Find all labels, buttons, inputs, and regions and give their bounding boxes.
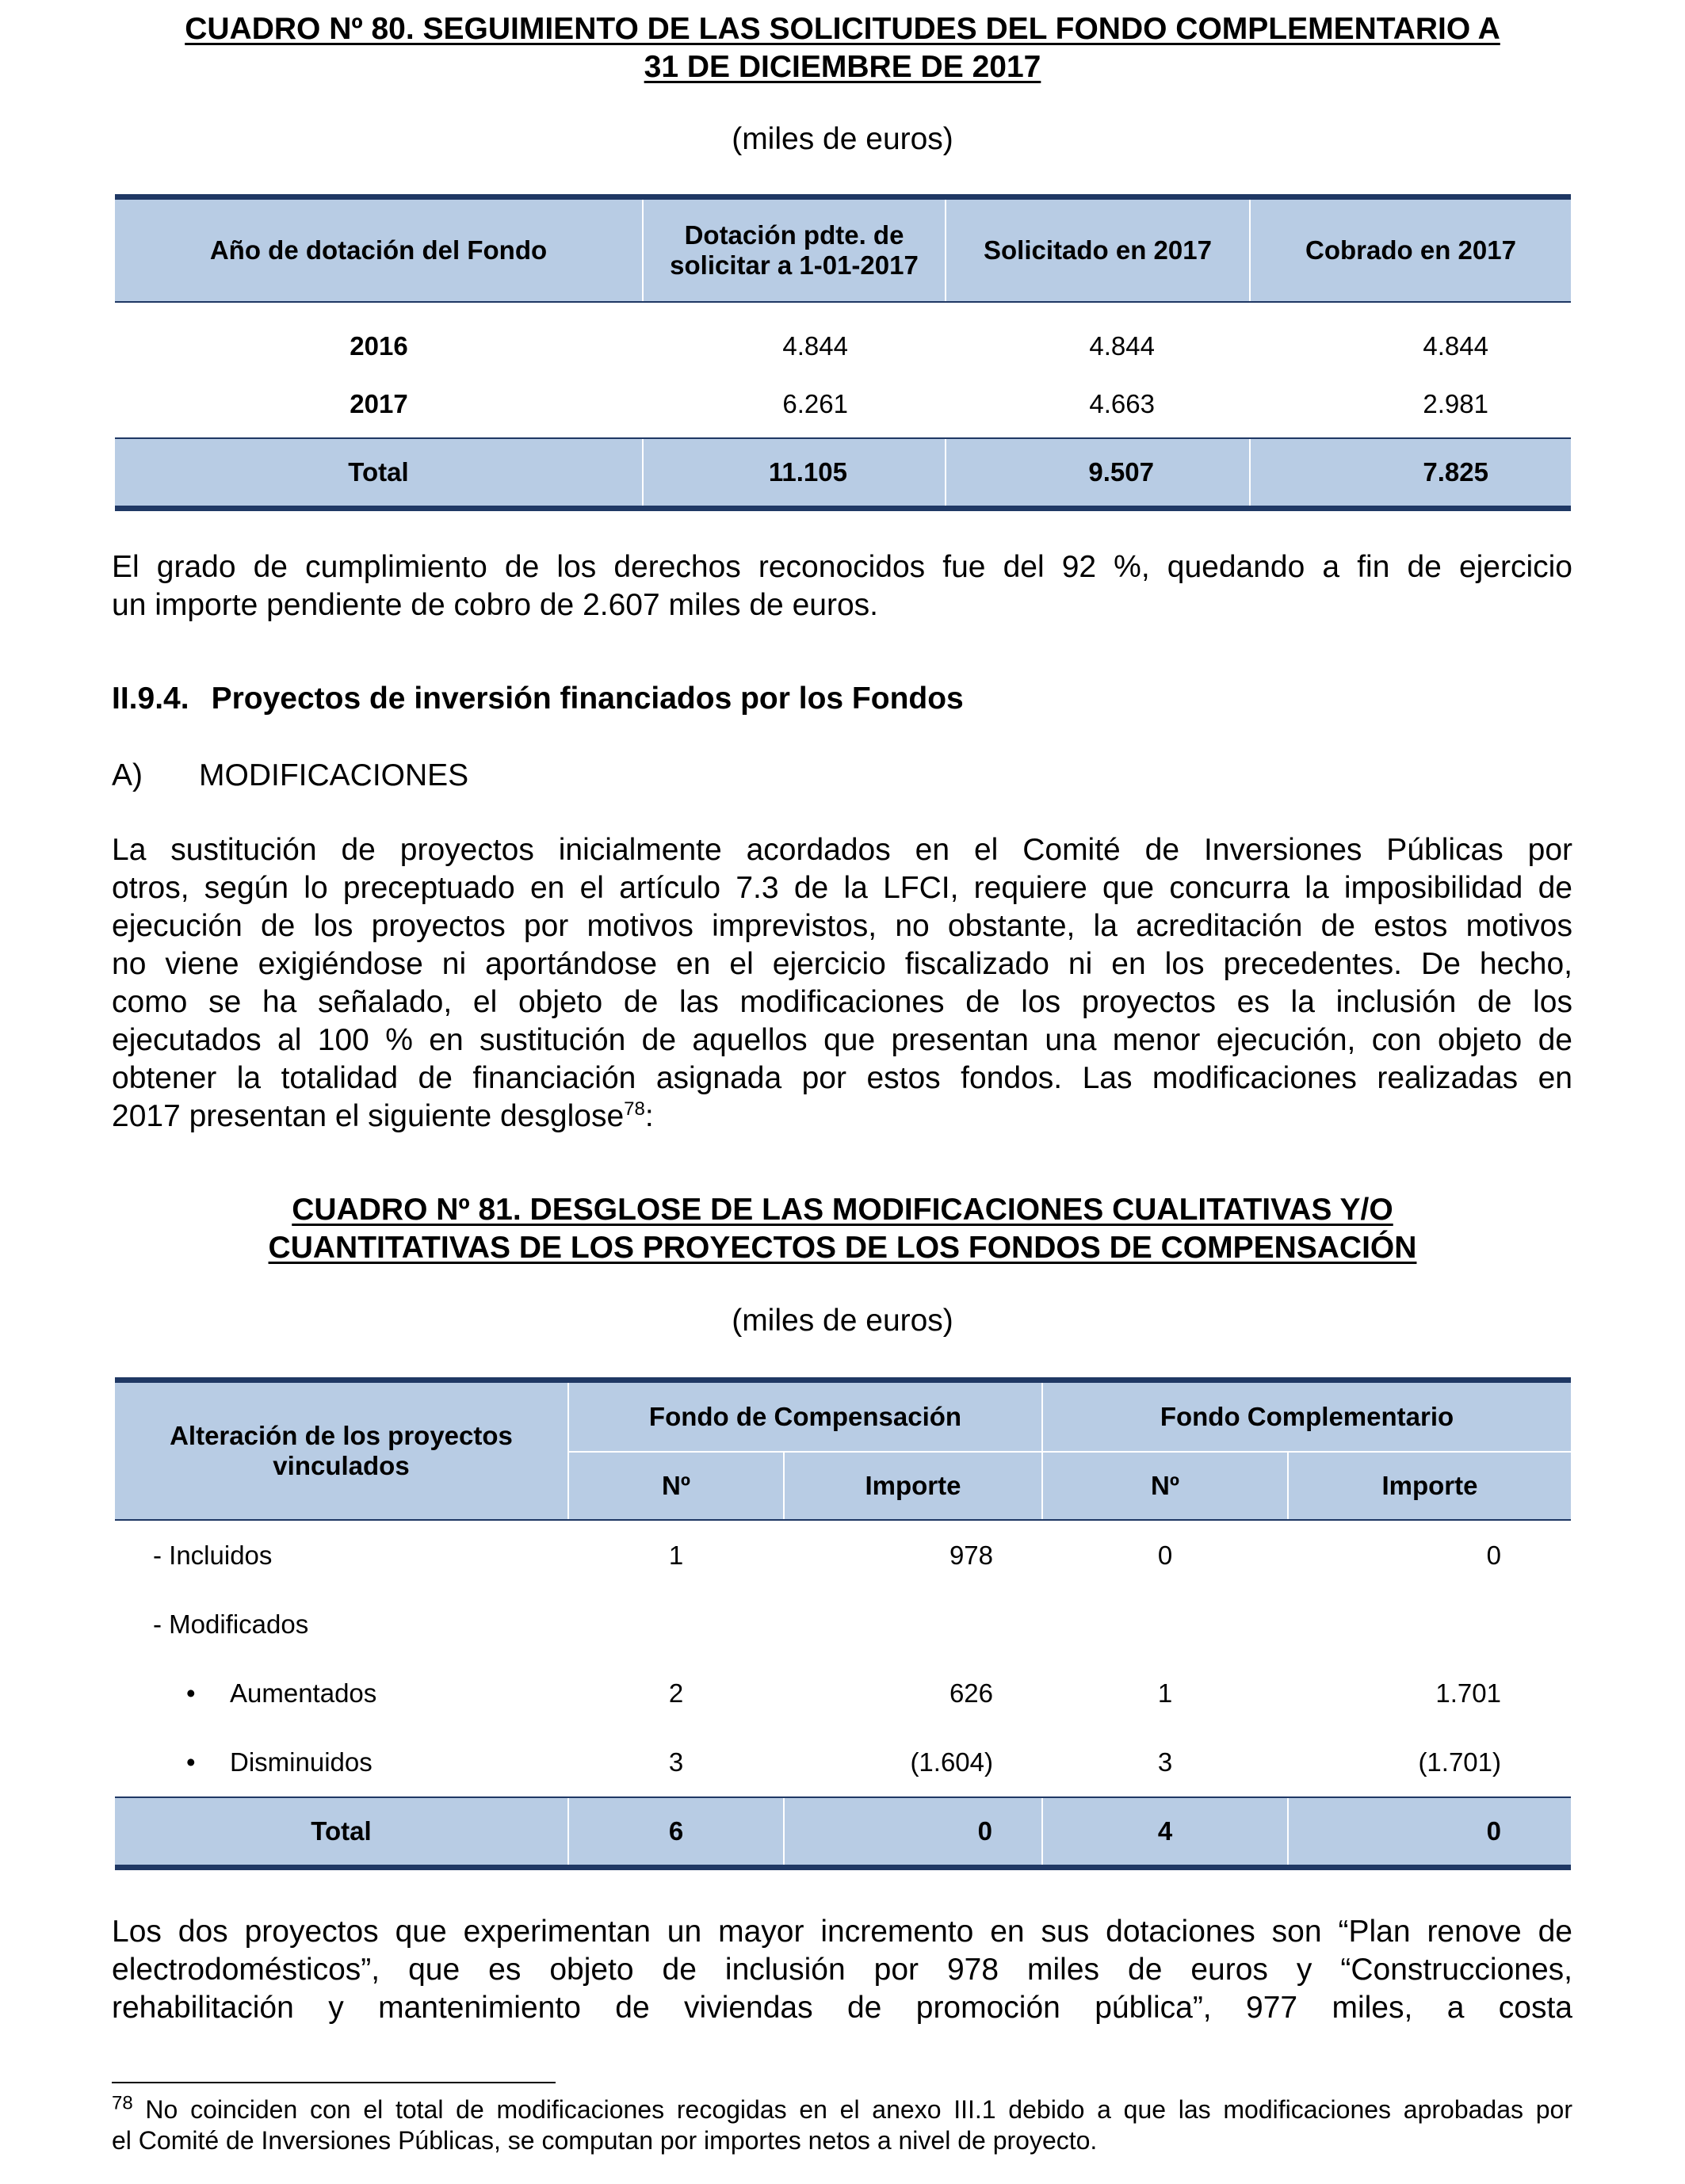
row-fco-n bbox=[1042, 1590, 1288, 1659]
row-fco-importe: 1.701 bbox=[1435, 1678, 1501, 1708]
footnote-separator bbox=[112, 2082, 556, 2083]
paragraph-line: ejecución de los proyectos por motivos imprevistos, no obstante, la acreditación de estos motivos bbox=[112, 909, 1572, 943]
header-fondo-compensacion: Fondo de Compensación bbox=[568, 1383, 1042, 1451]
header-dotacion-line-2: solicitar a 1-01-2017 bbox=[670, 250, 919, 280]
header-solicitado: Solicitado en 2017 bbox=[946, 200, 1250, 301]
row-solicitado: 4.663 bbox=[1089, 389, 1155, 418]
footnote bbox=[112, 2094, 1572, 2156]
row-year: 2017 bbox=[350, 389, 408, 418]
header-fco-n: Nº bbox=[1042, 1453, 1288, 1519]
row-fc-n bbox=[568, 1590, 784, 1659]
section-title: Proyectos de inversión financiados por los Fondos bbox=[211, 682, 964, 716]
header-alteracion-line-2: vinculados bbox=[273, 1451, 410, 1480]
row-fco-importe: 0 bbox=[1486, 1541, 1501, 1570]
paragraph-proyectos bbox=[112, 1913, 1572, 2027]
row-fco-importe bbox=[1288, 1590, 1571, 1659]
row-fco-importe: (1.701) bbox=[1418, 1747, 1501, 1777]
paragraph-cumplimiento bbox=[112, 548, 1572, 624]
cuadro-81-title-line-2: CUANTITATIVAS DE LOS PROYECTOS DE LOS FONDOS DE COMPENSACIÓN bbox=[268, 1231, 1417, 1265]
cuadro-81-units: (miles de euros) bbox=[732, 1304, 953, 1338]
cuadro-81-header-row-1 bbox=[115, 1383, 1571, 1451]
header-dotacion-line-1: Dotación pdte. de bbox=[684, 220, 904, 250]
paragraph-line: no viene exigiéndose ni aportándose en el ejercicio fiscalizado ni en los precedentes. De hecho, bbox=[112, 947, 1572, 981]
bullet-icon: • bbox=[186, 1678, 196, 1708]
paragraph-text: : bbox=[644, 1099, 654, 1133]
total-label: Total bbox=[115, 439, 643, 506]
row-fc-importe bbox=[784, 1590, 1042, 1659]
footnote-line bbox=[112, 2094, 1572, 2125]
table-row bbox=[115, 1728, 1571, 1796]
table-row bbox=[115, 303, 1571, 371]
row-label-text: Aumentados bbox=[230, 1678, 377, 1708]
total-label: Total bbox=[115, 1798, 568, 1865]
paragraph-line bbox=[112, 1098, 1572, 1136]
total-row bbox=[115, 439, 1571, 506]
row-cobrado: 2.981 bbox=[1423, 389, 1488, 418]
footnote-reference: 78 bbox=[624, 1098, 645, 1120]
subsection-letter: A) bbox=[112, 758, 143, 792]
footnote-number: 78 bbox=[112, 2092, 133, 2114]
row-fc-importe: 978 bbox=[949, 1541, 993, 1570]
header-year: Año de dotación del Fondo bbox=[115, 200, 643, 301]
header-cobrado: Cobrado en 2017 bbox=[1250, 200, 1571, 301]
row-dotacion: 4.844 bbox=[782, 331, 848, 361]
row-label bbox=[115, 1521, 568, 1590]
header-fc-n: Nº bbox=[568, 1453, 784, 1519]
bullet-icon: • bbox=[186, 1747, 196, 1777]
paragraph-line: otros, según lo preceptuado en el artículo 7.3 de la LFCI, requiere que concurra la imposibilidad de bbox=[112, 871, 1572, 905]
paragraph-modificaciones bbox=[112, 831, 1572, 1136]
paragraph-line: un importe pendiente de cobro de 2.607 miles de euros. bbox=[112, 588, 878, 622]
row-fco-n: 3 bbox=[1157, 1747, 1173, 1777]
table-row bbox=[115, 1590, 1571, 1659]
subsection-title: MODIFICACIONES bbox=[199, 758, 469, 792]
row-label bbox=[115, 1728, 568, 1796]
header-fc-importe: Importe bbox=[784, 1453, 1042, 1519]
header-fco-importe: Importe bbox=[1288, 1453, 1571, 1519]
row-label-text: Disminuidos bbox=[230, 1747, 373, 1777]
total-row bbox=[115, 1798, 1571, 1865]
footnote-text: No coinciden con el total de modificaciones recogidas en el anexo III.1 debido a que las modificaciones aprobadas por bbox=[132, 2095, 1572, 2124]
cuadro-80-title-line-1: CUADRO Nº 80. SEGUIMIENTO DE LAS SOLICITUDES DEL FONDO COMPLEMENTARIO A bbox=[185, 12, 1500, 46]
paragraph-line: Los dos proyectos que experimentan un mayor incremento en sus dotaciones son “Plan renove de bbox=[112, 1915, 1572, 1949]
total-solicitado: 9.507 bbox=[946, 439, 1250, 506]
row-label-text: - Modificados bbox=[153, 1609, 309, 1639]
footnote-line: el Comité de Inversiones Públicas, se computan por importes netos a nivel de proyecto. bbox=[112, 2126, 1098, 2155]
cuadro-80-title bbox=[111, 10, 1574, 86]
table-row bbox=[115, 1659, 1571, 1728]
total-fco-importe: 0 bbox=[1288, 1798, 1571, 1865]
row-fc-importe: 626 bbox=[949, 1678, 993, 1708]
total-dotacion: 11.105 bbox=[643, 439, 946, 506]
paragraph-line: ejecutados al 100 % en sustitución de aquellos que presentan una menor ejecución, con objeto de bbox=[112, 1023, 1572, 1057]
row-fco-n: 0 bbox=[1157, 1541, 1173, 1570]
table-row bbox=[115, 371, 1571, 437]
row-fc-importe: (1.604) bbox=[910, 1747, 993, 1777]
table-row bbox=[115, 1521, 1571, 1590]
row-fco-n: 1 bbox=[1157, 1678, 1173, 1708]
header-dotacion bbox=[643, 200, 946, 301]
cuadro-81-title bbox=[111, 1191, 1574, 1267]
paragraph-line: electrodomésticos”, que es objeto de inclusión por 978 miles de euros y “Construcciones, bbox=[112, 1953, 1572, 1987]
paragraph-text: 2017 presentan el siguiente desglose bbox=[112, 1099, 625, 1133]
paragraph-line: La sustitución de proyectos inicialmente acordados en el Comité de Inversiones Públicas por bbox=[112, 833, 1572, 867]
cuadro-81-table bbox=[115, 1377, 1571, 1870]
row-dotacion: 6.261 bbox=[782, 389, 848, 418]
row-cobrado: 4.844 bbox=[1423, 331, 1488, 361]
total-fc-n: 6 bbox=[568, 1798, 784, 1865]
total-fc-importe: 0 bbox=[784, 1798, 1042, 1865]
total-cobrado: 7.825 bbox=[1250, 439, 1571, 506]
paragraph-line: obtener la totalidad de financiación asignada por estos fondos. Las modificaciones realizadas en bbox=[112, 1061, 1572, 1095]
row-label bbox=[115, 1659, 568, 1728]
section-number: II.9.4. bbox=[112, 682, 189, 716]
section-heading bbox=[112, 680, 964, 718]
cuadro-80-header-row bbox=[115, 200, 1571, 301]
total-fco-n: 4 bbox=[1042, 1798, 1288, 1865]
row-label bbox=[115, 1590, 568, 1659]
cuadro-81-title-line-1: CUADRO Nº 81. DESGLOSE DE LAS MODIFICACIONES CUALITATIVAS Y/O bbox=[292, 1193, 1393, 1227]
paragraph-line: como se ha señalado, el objeto de las modificaciones de los proyectos es la inclusión de los bbox=[112, 985, 1572, 1019]
row-label-text: - Incluidos bbox=[153, 1541, 273, 1570]
row-fc-n: 1 bbox=[668, 1541, 684, 1570]
paragraph-line: rehabilitación y mantenimiento de viviendas de promoción pública”, 977 miles, a costa bbox=[112, 1991, 1572, 2025]
row-fc-n: 3 bbox=[668, 1747, 684, 1777]
cuadro-80-title-line-2: 31 DE DICIEMBRE DE 2017 bbox=[644, 50, 1041, 84]
cuadro-80-table bbox=[115, 194, 1571, 511]
row-year: 2016 bbox=[350, 331, 408, 361]
row-solicitado: 4.844 bbox=[1089, 331, 1155, 361]
row-fc-n: 2 bbox=[668, 1678, 684, 1708]
cuadro-80-units: (miles de euros) bbox=[732, 122, 953, 156]
header-alteracion-line-1: Alteración de los proyectos bbox=[170, 1421, 513, 1450]
header-fondo-complementario: Fondo Complementario bbox=[1042, 1383, 1571, 1451]
header-alteracion bbox=[115, 1383, 568, 1519]
paragraph-line: El grado de cumplimiento de los derechos reconocidos fue del 92 %, quedando a fin de ejercicio bbox=[112, 550, 1572, 584]
subsection-heading bbox=[112, 757, 468, 795]
